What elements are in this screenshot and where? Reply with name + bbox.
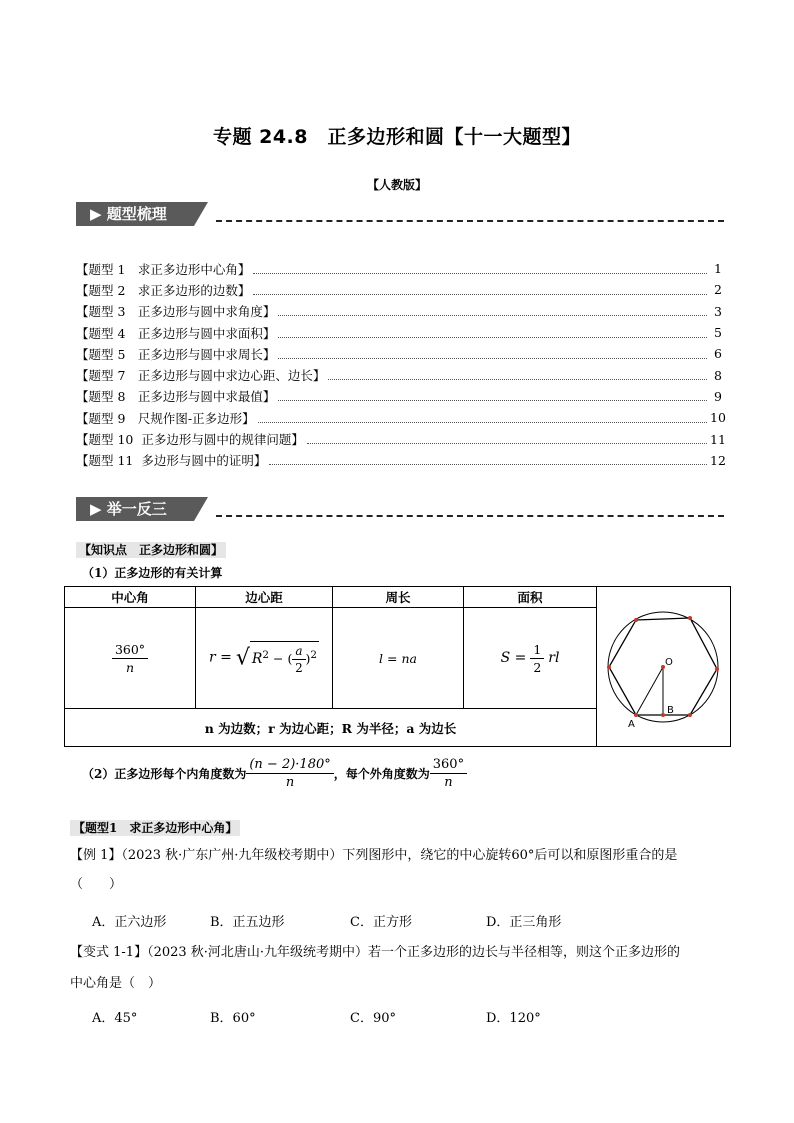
- subheading-1: （1）正多边形的有关计算: [82, 566, 223, 580]
- toc-label: 【题型 8 正多边形与圆中求最值】: [76, 389, 276, 405]
- banner-label: 题型梳理: [106, 205, 167, 223]
- toc-item[interactable]: [76, 407, 726, 428]
- toc-label: 【题型 9 尺规作图-正多边形】: [76, 410, 255, 426]
- toc-item[interactable]: [76, 386, 722, 407]
- example-1-options: [92, 911, 561, 930]
- table-of-contents: [76, 258, 726, 471]
- regular-hexagon-figure: [599, 587, 729, 743]
- toc-page-number: 10: [710, 410, 726, 426]
- variant-1-1-options: [92, 1007, 541, 1026]
- example-1: 【例 1】（2023 秋·广东广州·九年级校考期中）下列图形中，绕它的中心旋转60°后可以和原图形重合的是 （ ）: [70, 848, 678, 892]
- figure-cell: [597, 587, 731, 747]
- sqrt-icon: √: [235, 645, 250, 671]
- toc-leader: [253, 264, 707, 274]
- toc-label: 【题型 10 正多边形与圆中的规律问题】: [76, 432, 304, 448]
- formula-table: [64, 586, 731, 747]
- central-angle-formula: $\frac{360^\circ}{n}$: [65, 608, 196, 709]
- play-icon: ▶: [90, 205, 107, 223]
- toc-label: 【题型 4 正多边形与圆中求面积】: [76, 325, 276, 341]
- toc-item[interactable]: [76, 343, 722, 364]
- toc-leader: [278, 328, 707, 338]
- page-title: 专题 24.8 正多边形和圆【十一大题型】: [213, 126, 581, 148]
- apothem-formula: r = √ $R^2$ − ( $\frac{a}{2}$ )$^2$: [196, 608, 333, 709]
- toc-page-number: 5: [714, 325, 722, 341]
- toc-item[interactable]: [76, 258, 722, 279]
- toc-leader: [253, 285, 707, 295]
- toc-leader: [278, 391, 707, 401]
- banner-dashed-line: [216, 220, 724, 222]
- label-o: O: [664, 657, 673, 668]
- toc-label: 【题型 7 正多边形与圆中求边心距、边长】: [76, 368, 326, 384]
- label-b: B: [666, 705, 674, 716]
- section-banner-examples: [76, 494, 736, 524]
- option-d: D．正三角形: [486, 915, 562, 930]
- toc-item[interactable]: [76, 450, 726, 471]
- option-b: B．正五边形: [210, 915, 285, 930]
- section-banner-types: [76, 199, 736, 229]
- toc-leader: [258, 413, 707, 423]
- table-note: n 为边数；r 为边心距；R 为半径；a 为边长: [65, 709, 597, 747]
- banner-dashed-line: [216, 515, 724, 517]
- option-a: A．45°: [92, 1011, 138, 1026]
- option-a: A．正六边形: [92, 915, 167, 930]
- variant-1-1: 【变式 1-1】（2023 秋·河北唐山·九年级统考期中）若一个正多边形的边长与半径相等，则这个正多边形的 中心角是（ ）: [70, 945, 681, 991]
- toc-leader: [269, 455, 707, 465]
- toc-item[interactable]: [76, 301, 722, 322]
- subheading-2: （2）正多边形每个内角度数为 $\frac{(n - 2)\cdot 180^\circ}{n}$ ，每个外角度数为 $\frac{360^\circ}{n}$: [82, 757, 467, 790]
- toc-page-number: 9: [714, 388, 722, 404]
- toc-item[interactable]: [76, 322, 722, 343]
- toc-page-number: 6: [714, 346, 722, 362]
- toc-leader: [278, 306, 707, 316]
- header-apothem: 边心距: [196, 587, 333, 608]
- banner-tab: [76, 202, 194, 226]
- toc-item[interactable]: [76, 364, 722, 385]
- banner-tab: [76, 497, 194, 521]
- toc-label: 【题型 2 求正多边形的边数】: [76, 282, 251, 298]
- toc-label: 【题型 11 多边形与圆中的证明】: [76, 453, 267, 469]
- toc-leader: [328, 370, 707, 380]
- option-d: D．120°: [486, 1011, 541, 1026]
- type1-heading: 【题型1 求正多边形中心角】: [70, 820, 240, 836]
- header-perimeter: 周长: [333, 587, 464, 608]
- toc-item[interactable]: [76, 428, 726, 449]
- edition-label: 【人教版】: [366, 178, 427, 192]
- play-icon: ▶: [90, 500, 107, 518]
- option-c: C．正方形: [350, 915, 412, 930]
- toc-page-number: 12: [710, 452, 726, 468]
- toc-label: 【题型 3 正多边形与圆中求角度】: [76, 304, 276, 320]
- knowledge-heading: 【知识点 正多边形和圆】: [76, 542, 226, 558]
- toc-leader: [278, 349, 707, 359]
- toc-leader: [307, 434, 707, 444]
- toc-page-number: 1: [714, 261, 722, 277]
- header-central-angle: 中心角: [65, 587, 196, 608]
- toc-item[interactable]: [76, 279, 722, 300]
- area-formula: S = $\frac{1}{2}$ rl: [464, 608, 597, 709]
- toc-label: 【题型 5 正多边形与圆中求周长】: [76, 346, 276, 362]
- banner-label: 举一反三: [106, 500, 167, 518]
- toc-label: 【题型 1 求正多边形中心角】: [76, 261, 251, 277]
- toc-page-number: 8: [714, 367, 722, 383]
- toc-page-number: 3: [714, 303, 722, 319]
- toc-page-number: 11: [710, 431, 726, 447]
- label-a: A: [627, 719, 635, 730]
- header-area: 面积: [464, 587, 597, 608]
- toc-page-number: 2: [714, 282, 722, 298]
- perimeter-formula: l = na: [333, 608, 464, 709]
- option-c: C．90°: [350, 1011, 396, 1026]
- option-b: B．60°: [210, 1011, 256, 1026]
